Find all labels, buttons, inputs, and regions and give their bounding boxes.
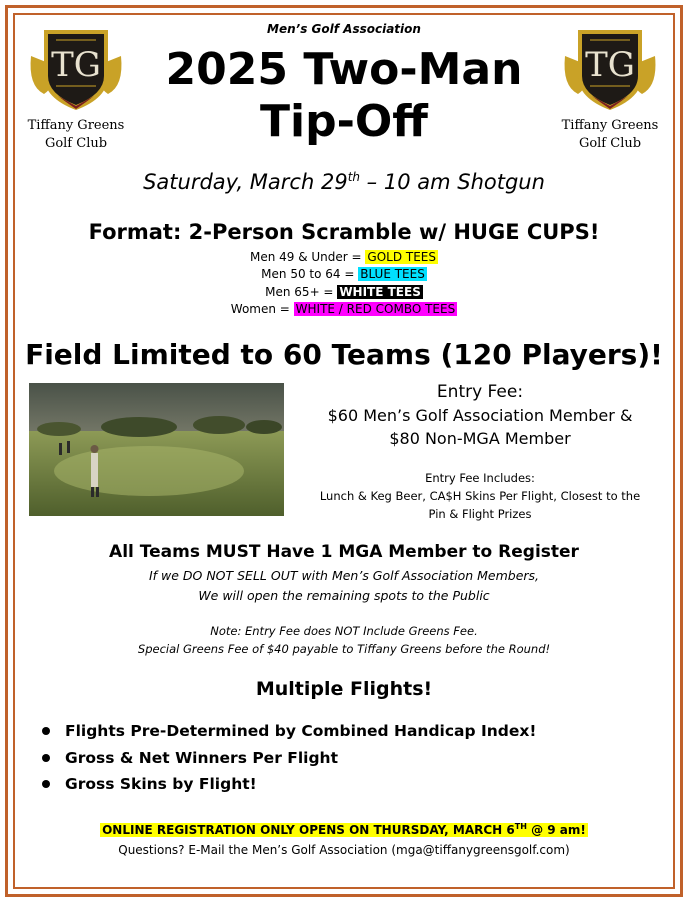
club-logo-right xyxy=(560,26,660,112)
svg-text:TG: TG xyxy=(585,45,635,85)
combo-tees-badge: WHITE / RED COMBO TEES xyxy=(295,302,456,316)
association-name: Men’s Golf Association xyxy=(267,22,421,36)
list-item: Flights Pre-Determined by Combined Handicap Index! xyxy=(38,718,638,745)
crest-icon xyxy=(26,26,126,112)
entry-fee-non-member: $80 Non-MGA Member xyxy=(389,429,571,448)
club-name-right xyxy=(550,117,670,153)
entry-includes-line2: Pin & Flight Prizes xyxy=(428,507,532,521)
format-title: Format: 2-Person Scramble w/ HUGE CUPS! xyxy=(88,220,600,244)
crest-icon xyxy=(560,26,660,112)
club-name-line2: Golf Club xyxy=(44,136,108,151)
tee-line-men-49: Men 49 & Under = GOLD TEES xyxy=(249,250,437,264)
list-item: Gross Skins by Flight! xyxy=(38,771,638,798)
registration-notice: ONLINE REGISTRATION ONLY OPENS ON THURSDAY, MARCH 6TH @ 9 am! xyxy=(102,822,586,837)
greens-fee-note-line1: Note: Entry Fee does NOT Include Greens Fee. xyxy=(210,624,478,638)
requirement-line2: We will open the remaining spots to the Public xyxy=(198,588,490,603)
gold-tees-badge: GOLD TEES xyxy=(367,250,437,264)
tee-line-men-50: Men 50 to 64 = BLUE TEES xyxy=(261,267,425,281)
greens-fee-note-line2: Special Greens Fee of $40 payable to Tiffany Greens before the Round! xyxy=(137,642,551,656)
entry-fee-title: Entry Fee: xyxy=(436,382,524,402)
questions-contact: Questions? E-Mail the Men’s Golf Association (mga@tiffanygreensgolf.com) xyxy=(118,843,570,857)
entry-fee-member: $60 Men’s Golf Association Member & xyxy=(327,406,633,425)
club-logo-left xyxy=(26,26,126,112)
tee-line-men-65: Men 65+ = WHITE TEES xyxy=(265,285,421,299)
event-title xyxy=(130,44,558,148)
golf-course-photo xyxy=(29,383,284,516)
club-name-line2: Golf Club xyxy=(578,136,642,151)
blue-tees-badge: BLUE TEES xyxy=(360,267,425,281)
requirement-line1: If we DO NOT SELL OUT with Men’s Golf Association Members, xyxy=(148,568,540,583)
entry-includes-line1: Lunch & Keg Beer, CA$H Skins Per Flight, Closest to the xyxy=(319,489,641,503)
entry-includes-title: Entry Fee Includes: xyxy=(425,471,535,485)
club-name-left xyxy=(16,117,136,153)
club-name-line1: Tiffany Greens xyxy=(561,118,659,133)
club-name-line1: Tiffany Greens xyxy=(27,118,125,133)
mga-requirement-heading: All Teams MUST Have 1 MGA Member to Register xyxy=(109,542,579,562)
white-tees-badge: WHITE TEES xyxy=(339,285,421,299)
field-limit-heading: Field Limited to 60 Teams (120 Players)! xyxy=(25,338,663,371)
title-line1: 2025 Two-Man xyxy=(165,44,523,95)
title-line2: Tip-Off xyxy=(260,96,428,147)
tee-line-women: Women = WHITE / RED COMBO TEES xyxy=(230,302,456,316)
bullet-icon xyxy=(42,754,50,762)
svg-text:TG: TG xyxy=(51,45,101,85)
flights-list xyxy=(38,718,638,798)
bullet-icon xyxy=(42,727,50,735)
flights-heading: Multiple Flights! xyxy=(255,678,433,700)
list-item: Gross & Net Winners Per Flight xyxy=(38,745,638,772)
event-date: Saturday, March 29th – 10 am Shotgun xyxy=(143,170,545,194)
bullet-icon xyxy=(42,780,50,788)
